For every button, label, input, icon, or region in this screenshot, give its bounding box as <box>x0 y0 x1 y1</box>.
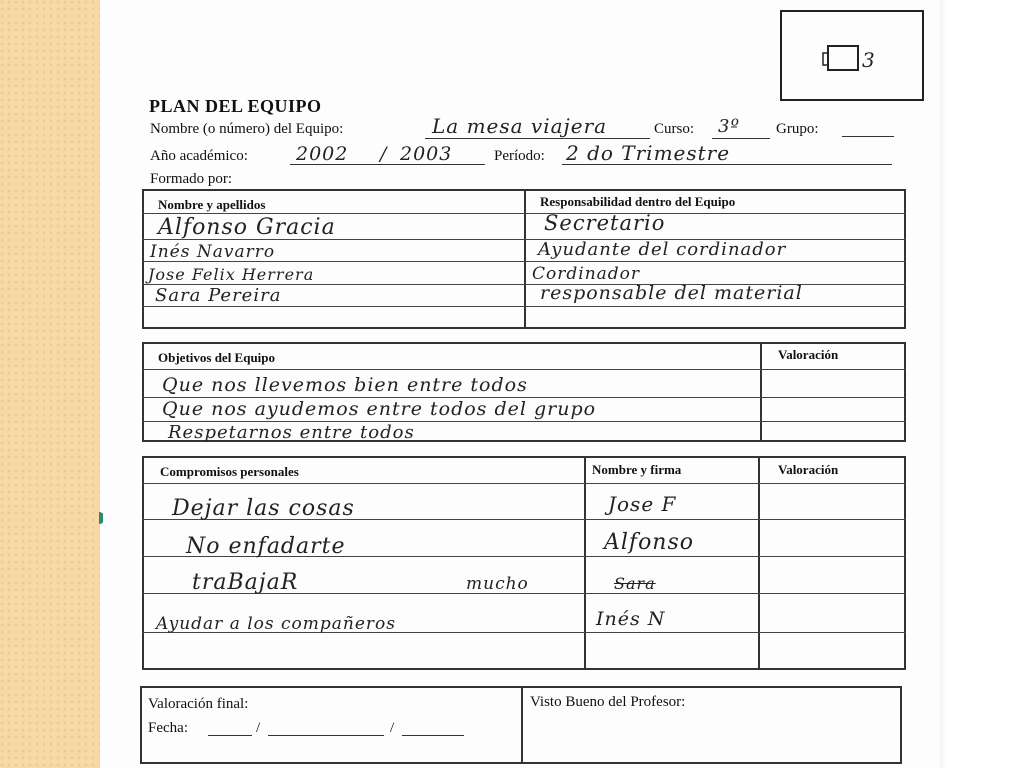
period-value: 2 do Trimestre <box>566 141 731 165</box>
year-end: 2003 <box>400 143 453 165</box>
member-name: Inés Navarro <box>150 242 276 262</box>
member-role: responsable del material <box>540 282 803 304</box>
objectives-header: Objetivos del Equipo <box>158 350 276 365</box>
members-row-line <box>142 306 906 307</box>
commitments-divider-2 <box>758 456 760 670</box>
team-name-value: La mesa viajera <box>432 114 608 138</box>
commitments-header-line <box>142 483 906 484</box>
team-name-label: Nombre (o número) del Equipo: <box>150 121 344 137</box>
group-label: Grupo: <box>776 121 819 137</box>
objectives-header-line <box>142 369 906 370</box>
objective-item: Que nos ayudemos entre todos del grupo <box>162 398 597 420</box>
formed-by-label: Formado por: <box>150 171 233 187</box>
objective-item: Respetarnos entre todos <box>168 422 415 443</box>
team-name-underline <box>425 138 650 139</box>
paper-edge <box>940 0 946 768</box>
commitments-valuation-header: Valoración <box>778 462 839 477</box>
members-header-role: Responsabilidad dentro del Equipo <box>540 194 736 209</box>
hand-drawn-stamp-icon <box>822 43 880 73</box>
commitments-table <box>142 456 906 670</box>
commitment-item: traBajaR <box>192 570 299 595</box>
date-separator: / <box>390 720 395 736</box>
date-year-line <box>402 735 464 736</box>
member-name: Alfonso Gracia <box>158 215 336 240</box>
final-valuation-label: Valoración final: <box>148 696 249 712</box>
commitment-item: Dejar las cosas <box>172 496 355 521</box>
year-start: 2002 <box>296 143 349 165</box>
year-underline <box>290 164 485 165</box>
course-underline <box>712 138 770 139</box>
commitments-header: Compromisos personales <box>160 464 299 479</box>
members-header-name: Nombre y apellidos <box>158 197 266 212</box>
members-table-divider <box>524 189 526 329</box>
form-title: PLAN DEL EQUIPO <box>149 96 322 116</box>
member-role: Ayudante del cordinador <box>538 239 787 260</box>
member-name: Jose Felix Herrera <box>148 265 315 284</box>
commitment-item: No enfadarte <box>186 534 346 559</box>
commitment-signature: Inés N <box>596 608 666 630</box>
commitment-signature: Jose F <box>608 492 677 516</box>
date-month-line <box>268 735 384 736</box>
course-label: Curso: <box>654 121 695 137</box>
date-day-line <box>208 735 252 736</box>
commitments-signature-header: Nombre y firma <box>592 462 682 477</box>
commitment-item: Ayudar a los compañeros <box>156 614 397 634</box>
commitments-divider-1 <box>584 456 586 670</box>
objectives-valuation-header: Valoración <box>778 347 839 362</box>
course-value: 3º <box>718 116 740 137</box>
stamp-number: 3 <box>862 48 875 72</box>
commitment-signature: Sara <box>614 574 656 593</box>
member-role: Cordinador <box>532 264 641 284</box>
commitment-item-extra: mucho <box>466 574 529 594</box>
member-role: Secretario <box>544 211 666 235</box>
commitment-signature: Alfonso <box>604 530 695 555</box>
year-label: Año académico: <box>150 148 248 164</box>
date-separator: / <box>256 720 261 736</box>
member-name: Sara Pereira <box>155 285 282 306</box>
footer-divider <box>521 686 523 764</box>
objective-item: Que nos llevemos bien entre todos <box>162 374 528 396</box>
decorative-side-strip <box>0 0 100 768</box>
period-underline <box>562 164 892 165</box>
members-header-line <box>142 213 906 214</box>
teacher-approval-label: Visto Bueno del Profesor: <box>530 694 686 710</box>
objectives-table-divider <box>760 342 762 442</box>
date-label: Fecha: <box>148 720 188 736</box>
right-margin <box>945 0 1024 768</box>
period-label: Período: <box>494 148 545 164</box>
group-underline <box>842 136 894 137</box>
year-separator: / <box>380 143 388 165</box>
